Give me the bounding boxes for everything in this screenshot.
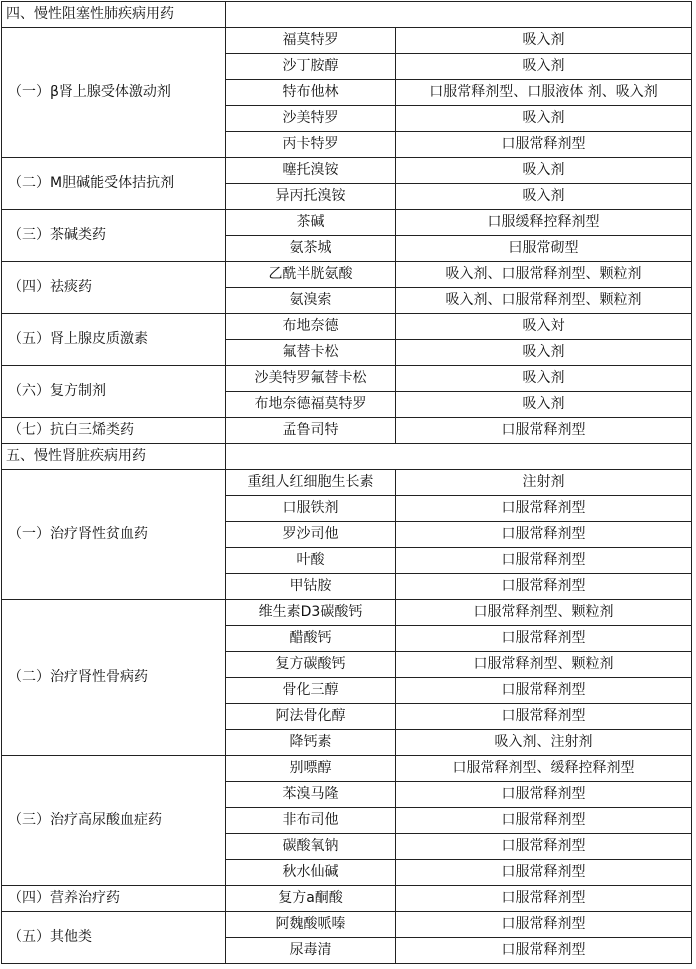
dosage-form-cell: 吸入剂 xyxy=(396,184,692,210)
dosage-form-cell: 口服常释剂型 xyxy=(396,938,692,964)
dosage-form-cell: 口服常释剂型 xyxy=(396,808,692,834)
table-row xyxy=(2,756,692,782)
table-row xyxy=(2,886,692,912)
table-row xyxy=(2,314,692,340)
drug-name-cell: 口服铁剂 xyxy=(226,496,396,522)
category-cell: （二）治疗肾性骨病药 xyxy=(2,600,226,756)
section-title: 五、慢性肾脏疾病用药 xyxy=(2,444,226,470)
drug-table-body xyxy=(2,2,692,964)
category-cell: （七）抗白三烯类药 xyxy=(2,418,226,444)
dosage-form-cell: 吸入剂 xyxy=(396,28,692,54)
section-header-row xyxy=(2,444,692,470)
dosage-form-cell: 口服常释剂型 xyxy=(396,834,692,860)
category-cell: （一）治疗肾性贫血药 xyxy=(2,470,226,600)
drug-name-cell: 福莫特罗 xyxy=(226,28,396,54)
drug-name-cell: 布地奈德福莫特罗 xyxy=(226,392,396,418)
drug-name-cell: 阿法骨化醇 xyxy=(226,704,396,730)
drug-name-cell: 秋水仙碱 xyxy=(226,860,396,886)
dosage-form-cell: 口服常释剂型 xyxy=(396,678,692,704)
drug-name-cell: 别嘌醇 xyxy=(226,756,396,782)
dosage-form-cell: 口服常释剂型 xyxy=(396,132,692,158)
dosage-form-cell: 吸入剂 xyxy=(396,366,692,392)
drug-table xyxy=(1,1,692,964)
drug-name-cell: 维生素D3碳酸钙 xyxy=(226,600,396,626)
drug-name-cell: 氨茶城 xyxy=(226,236,396,262)
dosage-form-cell: 口服常释剂型、口服液体 剂、吸入剂 xyxy=(396,80,692,106)
category-cell: （三）茶碱类药 xyxy=(2,210,226,262)
dosage-form-cell: 曰服常砌型 xyxy=(396,236,692,262)
category-cell: （四）营养治疗药 xyxy=(2,886,226,912)
drug-name-cell: 苯溴马隆 xyxy=(226,782,396,808)
dosage-form-cell: 口服常释剂型 xyxy=(396,418,692,444)
drug-name-cell: 丙卡特罗 xyxy=(226,132,396,158)
drug-name-cell: 叶酸 xyxy=(226,548,396,574)
drug-name-cell: 氟替卡松 xyxy=(226,340,396,366)
table-row xyxy=(2,262,692,288)
table-row xyxy=(2,470,692,496)
section-header-empty-cell xyxy=(226,2,692,28)
table-row xyxy=(2,912,692,938)
section-header-empty-cell xyxy=(226,444,692,470)
dosage-form-cell: 口服缓释控释剂型 xyxy=(396,210,692,236)
dosage-form-cell: 吸入剂、注射剂 xyxy=(396,730,692,756)
dosage-form-cell: 口服常释剂型、颗粒剂 xyxy=(396,600,692,626)
category-cell: （四）祛痰药 xyxy=(2,262,226,314)
drug-name-cell: 氨溴索 xyxy=(226,288,396,314)
table-row xyxy=(2,600,692,626)
category-cell: （一）β肾上腺受体激动剂 xyxy=(2,28,226,158)
drug-name-cell: 尿毒清 xyxy=(226,938,396,964)
dosage-form-cell: 口服常释剂型 xyxy=(396,704,692,730)
drug-name-cell: 特布他林 xyxy=(226,80,396,106)
dosage-form-cell: 口服常释剂型 xyxy=(396,782,692,808)
table-row xyxy=(2,418,692,444)
category-cell: （五）其他类 xyxy=(2,912,226,964)
drug-name-cell: 复方a酮酸 xyxy=(226,886,396,912)
dosage-form-cell: 口服常释剂型 xyxy=(396,574,692,600)
drug-name-cell: 茶碱 xyxy=(226,210,396,236)
dosage-form-cell: 口服常释剂型、颗粒剂 xyxy=(396,652,692,678)
drug-name-cell: 乙酰半胱氨酸 xyxy=(226,262,396,288)
drug-name-cell: 孟鲁司特 xyxy=(226,418,396,444)
table-row xyxy=(2,158,692,184)
dosage-form-cell: 吸入剂 xyxy=(396,106,692,132)
dosage-form-cell: 口服常释剂型 xyxy=(396,912,692,938)
category-cell: （六）复方制剂 xyxy=(2,366,226,418)
drug-name-cell: 复方碳酸钙 xyxy=(226,652,396,678)
category-cell: （五）肾上腺皮质激素 xyxy=(2,314,226,366)
dosage-form-cell: 口服常释剂型、缓释控释剂型 xyxy=(396,756,692,782)
dosage-form-cell: 吸入剂 xyxy=(396,54,692,80)
drug-name-cell: 噻托溴铵 xyxy=(226,158,396,184)
section-title: 四、慢性阻塞性肺疾病用药 xyxy=(2,2,226,28)
drug-name-cell: 沙美特罗氟替卡松 xyxy=(226,366,396,392)
table-row xyxy=(2,28,692,54)
drug-name-cell: 阿魏酸哌嗪 xyxy=(226,912,396,938)
dosage-form-cell: 吸入剂 xyxy=(396,392,692,418)
dosage-form-cell: 口服常释剂型 xyxy=(396,886,692,912)
dosage-form-cell: 口服常释剂型 xyxy=(396,860,692,886)
drug-name-cell: 异丙托溴铵 xyxy=(226,184,396,210)
category-cell: （三）治疗高尿酸血症药 xyxy=(2,756,226,886)
dosage-form-cell: 吸入剂、口服常释剂型、颗粒剂 xyxy=(396,262,692,288)
drug-name-cell: 醋酸钙 xyxy=(226,626,396,652)
table-row xyxy=(2,210,692,236)
table-row xyxy=(2,366,692,392)
dosage-form-cell: 口服常释剂型 xyxy=(396,626,692,652)
drug-name-cell: 布地奈德 xyxy=(226,314,396,340)
drug-name-cell: 沙丁胺醇 xyxy=(226,54,396,80)
dosage-form-cell: 吸入剂 xyxy=(396,158,692,184)
drug-name-cell: 重组人红细胞生长素 xyxy=(226,470,396,496)
drug-name-cell: 骨化三醇 xyxy=(226,678,396,704)
dosage-form-cell: 口服常释剂型 xyxy=(396,522,692,548)
dosage-form-cell: 口服常释剂型 xyxy=(396,496,692,522)
dosage-form-cell: 注射剂 xyxy=(396,470,692,496)
drug-name-cell: 沙美特罗 xyxy=(226,106,396,132)
drug-name-cell: 罗沙司他 xyxy=(226,522,396,548)
dosage-form-cell: 吸入剂、口服常释剂型、颗粒剂 xyxy=(396,288,692,314)
dosage-form-cell: 吸入対 xyxy=(396,314,692,340)
category-cell: （二）M胆碱能受体拮抗剂 xyxy=(2,158,226,210)
dosage-form-cell: 吸入剂 xyxy=(396,340,692,366)
drug-name-cell: 甲钴胺 xyxy=(226,574,396,600)
dosage-form-cell: 口服常释剂型 xyxy=(396,548,692,574)
drug-name-cell: 降钙素 xyxy=(226,730,396,756)
section-header-row xyxy=(2,2,692,28)
drug-name-cell: 非布司他 xyxy=(226,808,396,834)
drug-name-cell: 碳酸氧钠 xyxy=(226,834,396,860)
